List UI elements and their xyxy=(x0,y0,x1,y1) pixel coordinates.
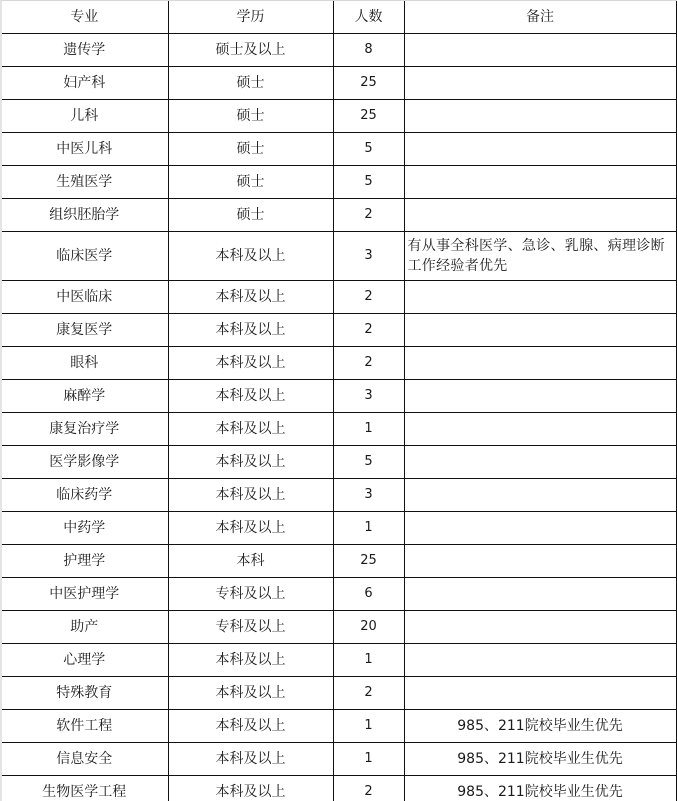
cell-count[interactable]: 25 xyxy=(333,545,404,578)
cell-count[interactable]: 2 xyxy=(333,314,404,347)
cell-education[interactable]: 硕士 xyxy=(168,100,333,133)
cell-education[interactable]: 本科及以上 xyxy=(168,677,333,710)
cell-note[interactable]: 985、211院校毕业生优先 xyxy=(404,776,676,801)
cell-major[interactable]: 儿科 xyxy=(1,100,168,133)
cell-education[interactable]: 专科及以上 xyxy=(168,611,333,644)
header-major[interactable]: 专业 xyxy=(1,1,168,34)
table-row xyxy=(1,34,676,67)
cell-note[interactable] xyxy=(404,281,676,314)
cell-education[interactable]: 硕士及以上 xyxy=(168,34,333,67)
cell-education[interactable]: 本科及以上 xyxy=(168,743,333,776)
cell-education[interactable]: 本科及以上 xyxy=(168,479,333,512)
cell-major[interactable]: 医学影像学 xyxy=(1,446,168,479)
cell-education[interactable]: 硕士 xyxy=(168,199,333,232)
cell-note[interactable] xyxy=(404,545,676,578)
cell-note[interactable] xyxy=(404,677,676,710)
cell-count[interactable]: 5 xyxy=(333,166,404,199)
cell-note[interactable] xyxy=(404,380,676,413)
cell-education[interactable]: 本科及以上 xyxy=(168,347,333,380)
cell-note[interactable] xyxy=(404,314,676,347)
cell-major[interactable]: 中医临床 xyxy=(1,281,168,314)
header-row xyxy=(1,1,676,34)
cell-major[interactable]: 康复治疗学 xyxy=(1,413,168,446)
cell-education[interactable]: 本科及以上 xyxy=(168,644,333,677)
cell-count[interactable]: 1 xyxy=(333,512,404,545)
cell-count[interactable]: 1 xyxy=(333,413,404,446)
table-row xyxy=(1,644,676,677)
cell-education[interactable]: 硕士 xyxy=(168,166,333,199)
cell-count[interactable]: 5 xyxy=(333,446,404,479)
cell-education[interactable]: 本科及以上 xyxy=(168,380,333,413)
table-row xyxy=(1,446,676,479)
table-row xyxy=(1,281,676,314)
cell-count[interactable]: 2 xyxy=(333,776,404,801)
cell-major[interactable]: 中医儿科 xyxy=(1,133,168,166)
table-row xyxy=(1,199,676,232)
cell-count[interactable]: 2 xyxy=(333,199,404,232)
cell-education[interactable]: 硕士 xyxy=(168,133,333,166)
table-row xyxy=(1,578,676,611)
cell-note[interactable] xyxy=(404,166,676,199)
table-row xyxy=(1,512,676,545)
cell-education[interactable]: 本科 xyxy=(168,545,333,578)
cell-count[interactable]: 3 xyxy=(333,380,404,413)
cell-count[interactable]: 20 xyxy=(333,611,404,644)
cell-major[interactable]: 组织胚胎学 xyxy=(1,199,168,232)
cell-note[interactable] xyxy=(404,512,676,545)
cell-major[interactable]: 妇产科 xyxy=(1,67,168,100)
cell-major[interactable]: 助产 xyxy=(1,611,168,644)
cell-count[interactable]: 3 xyxy=(333,479,404,512)
table-row xyxy=(1,611,676,644)
cell-count[interactable]: 25 xyxy=(333,100,404,133)
cell-count[interactable]: 5 xyxy=(333,133,404,166)
cell-count[interactable]: 2 xyxy=(333,281,404,314)
table-row xyxy=(1,232,676,281)
table-row xyxy=(1,314,676,347)
table-row xyxy=(1,710,676,743)
cell-education[interactable]: 本科及以上 xyxy=(168,446,333,479)
table-row xyxy=(1,347,676,380)
table-row xyxy=(1,743,676,776)
cell-education[interactable]: 本科及以上 xyxy=(168,710,333,743)
cell-education[interactable]: 硕士 xyxy=(168,67,333,100)
cell-major[interactable]: 特殊教育 xyxy=(1,677,168,710)
header-education[interactable]: 学历 xyxy=(168,1,333,34)
cell-major[interactable]: 临床医学 xyxy=(1,232,168,281)
table-row xyxy=(1,413,676,446)
cell-note[interactable] xyxy=(404,347,676,380)
cell-education[interactable]: 专科及以上 xyxy=(168,578,333,611)
cell-note[interactable] xyxy=(404,100,676,133)
cell-major[interactable]: 软件工程 xyxy=(1,710,168,743)
cell-count[interactable]: 3 xyxy=(333,232,404,281)
table-row xyxy=(1,380,676,413)
cell-note[interactable]: 有从事全科医学、急诊、乳腺、病理诊断工作经验者优先 xyxy=(404,232,676,281)
cell-major[interactable]: 护理学 xyxy=(1,545,168,578)
cell-note[interactable]: 985、211院校毕业生优先 xyxy=(404,743,676,776)
cell-note[interactable] xyxy=(404,34,676,67)
cell-note[interactable] xyxy=(404,644,676,677)
cell-education[interactable]: 本科及以上 xyxy=(168,281,333,314)
cell-education[interactable]: 本科及以上 xyxy=(168,413,333,446)
cell-count[interactable]: 6 xyxy=(333,578,404,611)
table-row xyxy=(1,133,676,166)
cell-education[interactable]: 本科及以上 xyxy=(168,232,333,281)
header-note[interactable]: 备注 xyxy=(404,1,676,34)
cell-education[interactable]: 本科及以上 xyxy=(168,512,333,545)
table-row xyxy=(1,776,676,801)
cell-major[interactable]: 生殖医学 xyxy=(1,166,168,199)
cell-note[interactable]: 985、211院校毕业生优先 xyxy=(404,710,676,743)
cell-count[interactable]: 1 xyxy=(333,743,404,776)
cell-major[interactable]: 临床药学 xyxy=(1,479,168,512)
table-row xyxy=(1,677,676,710)
cell-count[interactable]: 1 xyxy=(333,710,404,743)
cell-count[interactable]: 2 xyxy=(333,677,404,710)
cell-major[interactable]: 心理学 xyxy=(1,644,168,677)
cell-major[interactable]: 康复医学 xyxy=(1,314,168,347)
header-count[interactable]: 人数 xyxy=(333,1,404,34)
cell-major[interactable]: 中医护理学 xyxy=(1,578,168,611)
cell-count[interactable]: 1 xyxy=(333,644,404,677)
cell-major[interactable]: 眼科 xyxy=(1,347,168,380)
cell-count[interactable]: 2 xyxy=(333,347,404,380)
cell-education[interactable]: 本科及以上 xyxy=(168,314,333,347)
cell-note[interactable] xyxy=(404,578,676,611)
cell-major[interactable]: 信息安全 xyxy=(1,743,168,776)
cell-note[interactable] xyxy=(404,479,676,512)
table-row xyxy=(1,67,676,100)
table-row xyxy=(1,100,676,133)
cell-count[interactable]: 25 xyxy=(333,67,404,100)
cell-note[interactable] xyxy=(404,133,676,166)
cell-education[interactable]: 本科及以上 xyxy=(168,776,333,801)
recruitment-table xyxy=(1,1,677,801)
cell-note[interactable] xyxy=(404,199,676,232)
cell-note[interactable] xyxy=(404,413,676,446)
cell-major[interactable]: 麻醉学 xyxy=(1,380,168,413)
table-row xyxy=(1,479,676,512)
cell-major[interactable]: 遗传学 xyxy=(1,34,168,67)
table-row xyxy=(1,545,676,578)
cell-major[interactable]: 生物医学工程 xyxy=(1,776,168,801)
cell-count[interactable]: 8 xyxy=(333,34,404,67)
table-row xyxy=(1,166,676,199)
cell-note[interactable] xyxy=(404,67,676,100)
cell-note[interactable] xyxy=(404,446,676,479)
cell-major[interactable]: 中药学 xyxy=(1,512,168,545)
cell-note[interactable] xyxy=(404,611,676,644)
